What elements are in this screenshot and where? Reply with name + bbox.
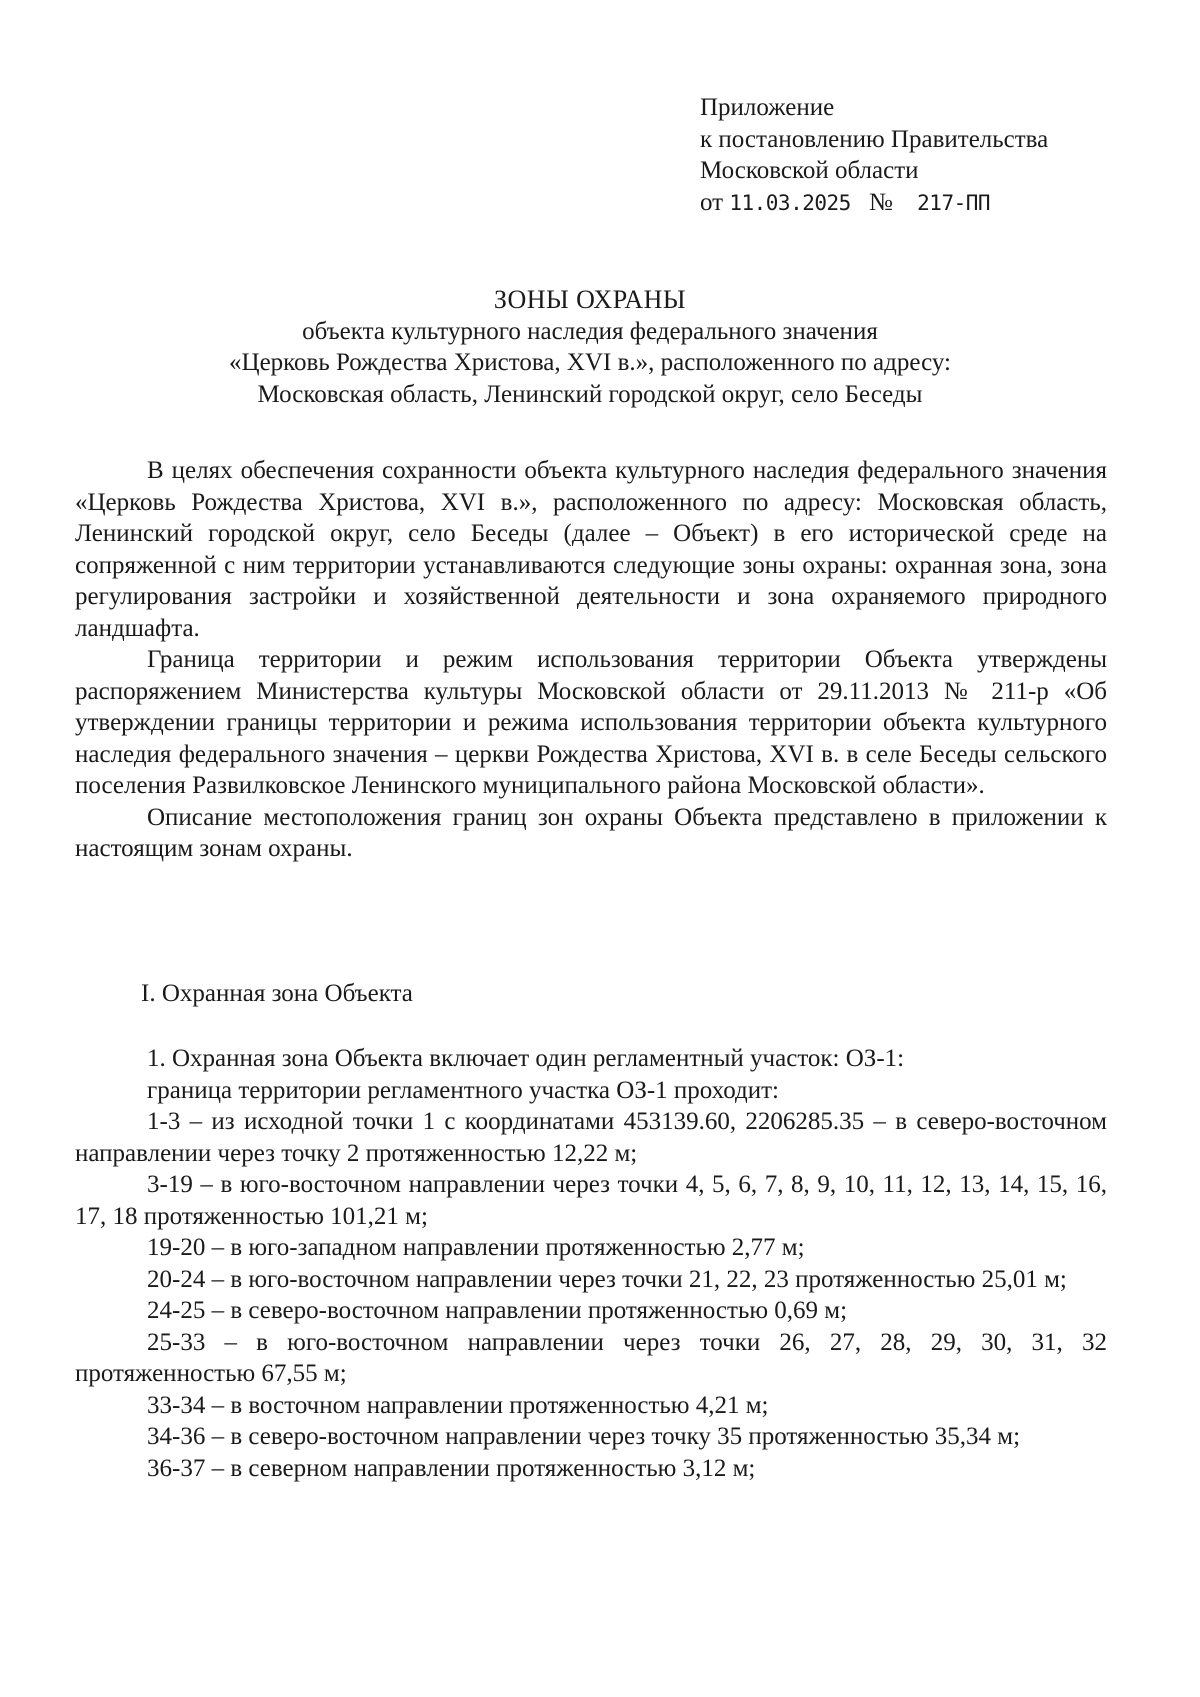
title-line-2: «Церковь Рождества Христова, XVI в.», расположенного по адресу: xyxy=(229,349,951,376)
section-body xyxy=(75,1043,1107,1484)
section-item: 33-34 – в восточном направлении протяженностью 4,21 м; xyxy=(147,1391,769,1419)
section-item: 34-36 – в северо-восточном направлении через точку 35 протяженностью 35,34 м; xyxy=(147,1423,1021,1450)
section-item: 20-24 – в юго-восточном направлении через точки 21, 22, 23 протяженностью 25,01 м; xyxy=(147,1265,1067,1293)
document-date: 11.03.2025 xyxy=(729,190,851,215)
appendix-date-line xyxy=(700,187,1048,220)
intro-paragraph-2: Граница территории и режим использования территории Объекта утверждены распоряжением Министерства культуры Московской области от 29.11.2013 № 211-р «Об утверждении границы территории и режима использования территории объекта культурного наследия федерального значения – церкви Рождества Христова, XVI в. в селе Беседы сельского поселения Развилковское Ленинского муниципального района Московской области». xyxy=(75,646,1107,799)
document-number: 217-ПП xyxy=(917,190,991,215)
section-item: граница территории регламентного участка ОЗ-1 проходит: xyxy=(147,1076,779,1104)
section-item: 25-33 – в юго-восточном направлении через точки 26, 27, 28, 29, 30, 31, 32 протяженностью 67,55 м; xyxy=(75,1328,1107,1387)
document-title-block xyxy=(75,284,1105,410)
title-line-3: Московская область, Ленинский городской округ, село Беседы xyxy=(257,380,923,408)
intro-text xyxy=(75,455,1107,865)
date-prefix: от xyxy=(700,188,724,216)
section-heading: I. Охранная зона Объекта xyxy=(141,980,413,1007)
appendix-line-1: Приложение xyxy=(700,94,835,121)
title-line-1: объекта культурного наследия федерального значения xyxy=(302,317,878,345)
appendix-header xyxy=(700,92,1048,219)
section-item: 24-25 – в северо-восточном направлении протяженностью 0,69 м; xyxy=(147,1297,848,1324)
intro-paragraph-1: В целях обеспечения сохранности объекта культурного наследия федерального значения «Церковь Рождества Христова, XVI в.», расположенного по адресу: Московская область, Ленинский городской округ, село Беседы (далее – Объект) в его исторической среде на сопряженной с ним территории устанавливаются следующие зоны охраны: охранная зона, зона регулирования застройки и хозяйственной деятельности и зона охраняемого природного ландшафта. xyxy=(75,457,1107,642)
section-item: 3-19 – в юго-восточном направлении через точки 4, 5, 6, 7, 8, 9, 10, 11, 12, 13, 14, 15, 16, 17, 18 протяженностью 101,21 м; xyxy=(75,1171,1107,1230)
document-title: ЗОНЫ ОХРАНЫ xyxy=(493,285,687,314)
number-sign: № xyxy=(869,188,893,216)
section-item: 19-20 – в юго-западном направлении протяженностью 2,77 м; xyxy=(147,1234,805,1261)
appendix-line-2: к постановлению Правительства xyxy=(700,125,1049,153)
intro-paragraph-3: Описание местоположения границ зон охраны Объекта представлено в приложении к настоящим зонам охраны. xyxy=(75,803,1107,862)
section-item: 1. Охранная зона Объекта включает один регламентный участок: ОЗ-1: xyxy=(147,1045,905,1072)
appendix-line-3: Московской области xyxy=(700,157,919,184)
section-item: 36-37 – в северном направлении протяженностью 3,12 м; xyxy=(147,1454,756,1482)
section-item: 1-3 – из исходной точки 1 с координатами 453139.60, 2206285.35 – в северо-восточном направлении через точку 2 протяженностью 12,22 м; xyxy=(75,1108,1107,1167)
